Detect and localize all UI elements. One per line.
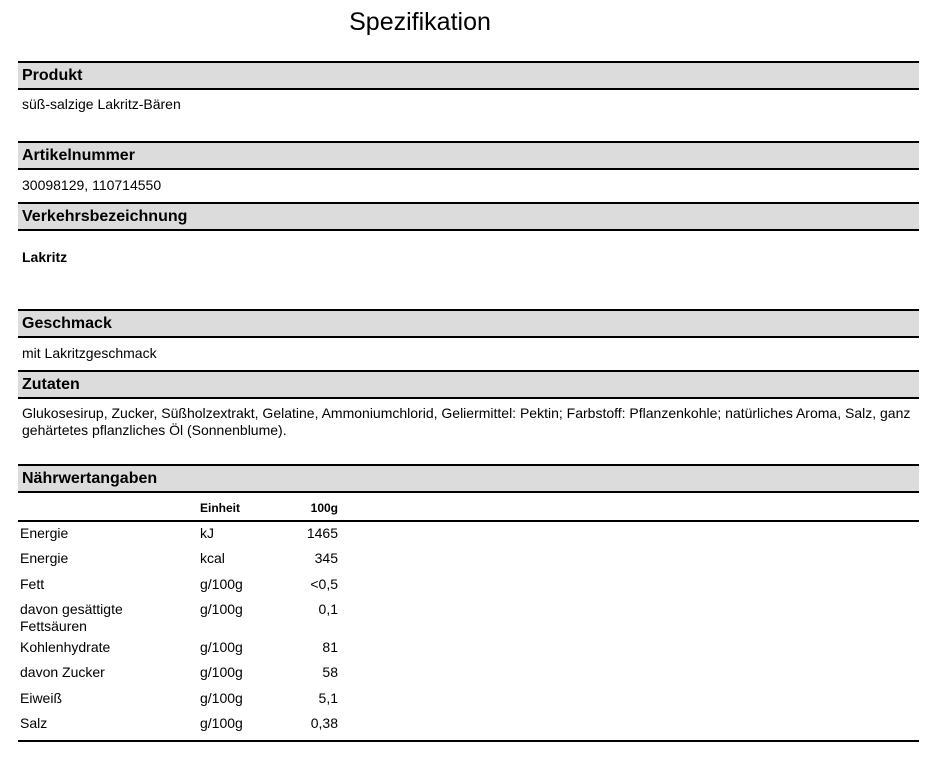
nutrient-value: 0,1 — [318, 601, 338, 617]
nutrient-value: 81 — [322, 639, 338, 655]
nutrient-name: Salz — [20, 715, 48, 731]
nutrient-value: 345 — [314, 550, 338, 566]
nutrient-unit: g/100g — [200, 601, 243, 617]
nutrient-unit: g/100g — [200, 664, 243, 680]
nutrient-value: 5,1 — [318, 690, 338, 706]
nutrient-value: 1465 — [306, 525, 338, 541]
produkt-value: süß-salzige Lakritz-Bären — [22, 96, 181, 112]
nutrient-name: Fett — [20, 576, 45, 592]
section-header-produkt: Produkt — [18, 61, 919, 90]
nutrient-unit: g/100g — [200, 576, 243, 592]
zutaten-value: Glukosesirup, Zucker, Süßholzextrakt, Gelatine, Ammoniumchlorid, Geliermittel: Pektin; Farbstoff: Pflanzenkohle; natürliches Aroma, Salz, ganz gehärtetes pflanzliches Öl (Sonnenblume). — [22, 405, 911, 438]
nutrient-unit: g/100g — [200, 715, 243, 731]
nutrient-name: Energie — [20, 550, 69, 566]
section-header-naehrwerte: Nährwertangaben — [18, 464, 919, 493]
table-header-rule — [18, 520, 919, 522]
section-header-verkehrsbezeichnung: Verkehrsbezeichnung — [18, 202, 919, 231]
geschmack-value: mit Lakritzgeschmack — [22, 345, 157, 361]
page-title: Spezifikation — [349, 8, 491, 36]
nutrient-value: 0,38 — [310, 715, 338, 731]
nutrient-unit: kcal — [200, 550, 225, 566]
nutrient-unit: kJ — [200, 525, 214, 541]
section-header-zutaten: Zutaten — [18, 370, 919, 399]
nutrient-name: Kohlenhydrate — [20, 639, 111, 655]
nutrient-name: davon gesättigte Fettsäuren — [20, 601, 123, 634]
nutrient-unit: g/100g — [200, 690, 243, 706]
nutrient-name: Eiweiß — [20, 690, 63, 706]
column-header-einheit: Einheit — [200, 501, 241, 515]
column-header-100g: 100g — [310, 501, 338, 515]
verkehrsbezeichnung-value: Lakritz — [22, 249, 68, 265]
nutrient-value: <0,5 — [310, 576, 338, 592]
artikelnummer-value: 30098129, 110714550 — [22, 177, 162, 193]
nutrient-name: davon Zucker — [20, 664, 105, 680]
section-header-artikelnummer: Artikelnummer — [18, 141, 919, 170]
nutrient-unit: g/100g — [200, 639, 243, 655]
section-header-geschmack: Geschmack — [18, 309, 919, 338]
table-bottom-rule — [18, 740, 919, 742]
nutrient-name: Energie — [20, 525, 69, 541]
nutrient-value: 58 — [322, 664, 338, 680]
